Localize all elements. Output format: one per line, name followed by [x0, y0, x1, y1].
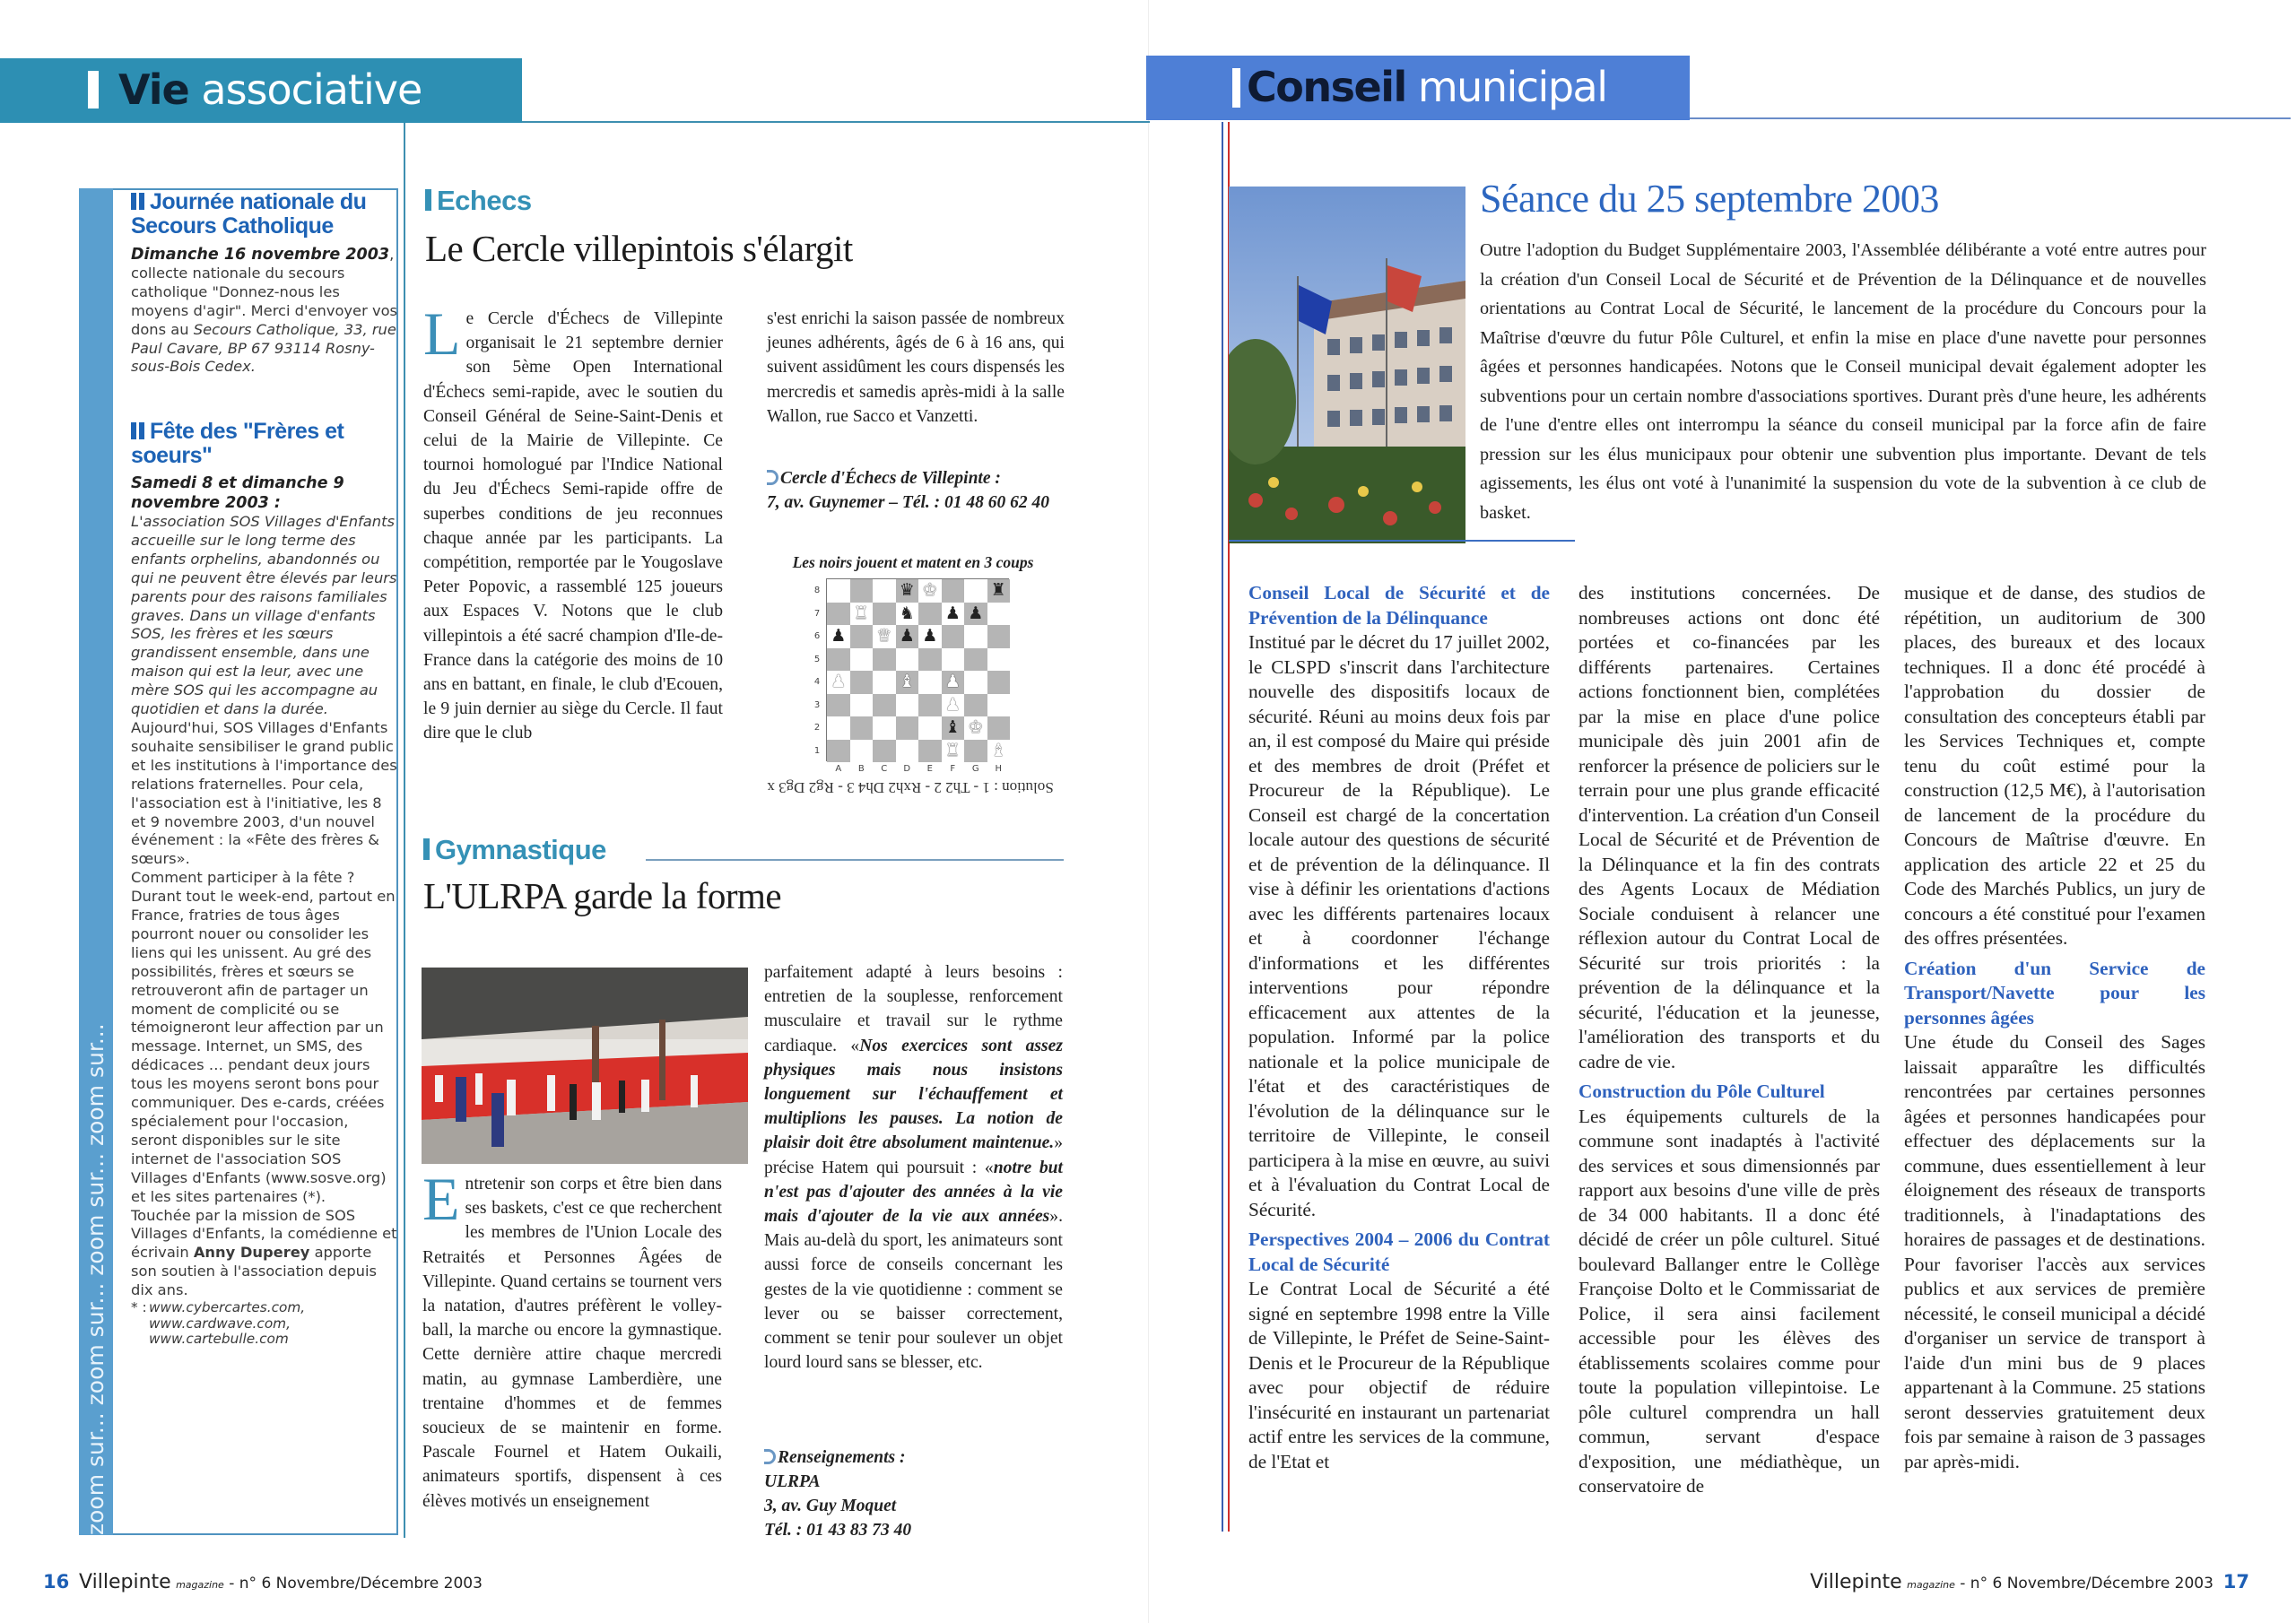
file-label: D: [903, 764, 911, 774]
chess-square-e4: [918, 671, 942, 694]
zoom-sur-strip: [79, 188, 113, 1535]
footnote-link[interactable]: www.cybercartes.com,: [149, 1299, 306, 1316]
file-label: B: [857, 764, 865, 774]
chess-square-c8: [873, 579, 896, 603]
section-title: [118, 64, 422, 116]
chess-piece-icon: ♟: [944, 694, 961, 715]
file-label: F: [950, 764, 956, 774]
chess-square-h7: [987, 603, 1011, 626]
kicker-echecs: Echecs: [425, 185, 532, 217]
chess-square-d2: [896, 716, 919, 740]
chess-square-b2: [850, 716, 874, 740]
rank-label: 3: [813, 699, 821, 710]
chess-piece-icon: ♝: [990, 740, 1006, 760]
article-column: Le Cercle d'Échecs de Villepinte organisait le 21 septembre dernier son 5ème Open International d'Échecs semi-rapide, avec le soutien du Conseil Général de Seine-Saint-Denis et celui de la Mairie de Villepinte. Ce tournoi homologué par l'Indice National du Jeu d'Échecs Semi-rapide offre de superbes conditions de jeu reconnues chaque année par les participants. La compétition, remportée par le Yougoslave Peter Popovic, a rassemblé 125 joueurs aux Espaces V. Notons que le club villepintois a été sacré champion d'Ile-de-France dans la catégorie des moins de 10 ans en battant, en finale, le club d'Ecouen, le 9 juin dernier au siège du Cercle. Il faut dire que le club: [423, 299, 723, 743]
title-marker: [131, 422, 136, 439]
right-column-3: [1904, 581, 2205, 1474]
title-marker: [139, 193, 144, 210]
chess-square-c1: [873, 740, 896, 763]
chess-piece-icon: ♝: [944, 717, 961, 737]
page-number: 17: [2222, 1571, 2249, 1593]
subhead: Construction du Pôle Culturel: [1578, 1081, 1825, 1102]
page-number: 16: [43, 1571, 70, 1593]
rank-label: 6: [813, 631, 821, 641]
section-title-bold: Conseil: [1247, 63, 1406, 111]
section-title-bold: Vie: [118, 65, 189, 114]
chess-square-b8: [850, 579, 874, 603]
rank-label: 8: [813, 586, 821, 595]
pull-quote: notre but n'est pas d'ajouter des années à la vie mais d'ajouter de la vie aux années: [764, 1158, 1063, 1227]
file-label: H: [995, 764, 1003, 774]
chess-square-b5: [850, 648, 874, 672]
section-title-light: associative: [201, 65, 422, 114]
sidebar-item-title: Journée nationale du Secours Catholique: [131, 189, 367, 239]
arrow-icon: [767, 470, 778, 485]
subhead: Perspectives 2004 – 2006 du Contrat Local de Sécurité: [1248, 1228, 1550, 1275]
pull-quote: Nos exercices sont assez physiques mais nous insistons longuement sur l'échauffement et multiplions les pauses. La notion de plaisir doit être absolument maintenue.: [764, 1036, 1063, 1153]
chess-board: [813, 578, 1009, 774]
chess-square-h5: [987, 648, 1011, 672]
chess-square-c2: [873, 716, 896, 740]
gym-photo: [422, 968, 748, 1164]
body-text: Aujourd'hui, SOS Villages d'Enfants souhaite sensibiliser le grand public et les institutions à l'importance des relations fraternelles. Pour cela, l'association est à l'initiative, les 8 et 9 novembre 2003, d'un nouvel événement : la «Fête des frères & sœurs».: [131, 718, 397, 868]
chess-piece-icon: ♟: [944, 672, 961, 691]
headline-gymnastique: L'ULRPA garde la forme: [423, 875, 782, 916]
footer-left: 16 Villepinte magazine - n° 6 Novembre/Décembre 2003: [43, 1571, 483, 1593]
footnote: * : www.cybercartes.com, www.cardwave.com, www.cartebulle.com: [131, 1299, 306, 1348]
page-fold: [1148, 0, 1149, 1623]
body-text: Touchée par la mission de SOS Villages d'Enfants, la comédienne et écrivain Anny Duperey apporte son soutien à l'association depuis dix ans.: [131, 1206, 397, 1299]
chess-square-c7: [873, 603, 896, 626]
chess-square-d1: [896, 740, 919, 763]
paragraph: Le Contrat Local de Sécurité a été signé en septembre 1998 entre la Ville de Villepinte, le Préfet de Seine-Saint-Denis et le Procureur de la République avec pour objectif de réduire l'insécurité en instaurant un partenariat actif entre les services de la commune, de l'Etat et: [1248, 1278, 1550, 1472]
issue-info: - n° 6 Novembre/Décembre 2003: [229, 1575, 483, 1593]
kicker-marker: [425, 189, 431, 211]
contact-block: Cercle d'Échecs de Villepinte : 7, av. Guynemer – Tél. : 01 48 60 62 40: [767, 466, 1072, 515]
chess-square-f8: [942, 579, 965, 603]
chess-piece-icon: ♛: [876, 626, 892, 646]
strip-label: zoom sur... zoom sur... zoom sur... zoom sur...: [83, 1023, 109, 1535]
chess-square-g5: [964, 648, 987, 672]
header-rule: [522, 121, 1150, 123]
person-name: Anny Duperey: [193, 1244, 310, 1262]
chess-piece-icon: ♜: [990, 580, 1006, 600]
file-label: A: [835, 764, 842, 774]
chess-piece-icon: ♟: [899, 626, 915, 646]
right-column-2: [1578, 581, 1880, 1499]
sidebar-item-body: Dimanche 16 novembre 2003, collecte nationale du secours catholique "Donnez-nous les moyens d'agir". Merci d'envoyer vos dons au Secours Catholique, 33, rue Paul Cavare, BP 67 93114 Rosny-sous-Bois Cedex.: [131, 246, 398, 376]
paragraph: Une étude du Conseil des Sages laissait apparaître les difficultés rencontrées par certaines personnes âgées et personnes handicapées pour effectuer des déplacements sur la commune, dues essentiellement à leur éloignement des réseaux de transports traditionnels, à l'inadaptations des horaires de passages et de destinations. Pour favoriser l'accès aux services publics et aux services de première nécessité, le conseil municipal a décidé d'organiser un service de transport à l'aide d'un mini bus de 9 places appartenant à la Commune. 25 stations seront desservies gratuitement deux fois par semaine à raison de 3 passages par après-midi.: [1904, 1031, 2205, 1472]
column-divider-blue: [1222, 122, 1223, 1532]
contact-address: 7, av. Guynemer – Tél. : 01 48 60 62 40: [767, 493, 1050, 512]
subhead: Création d'un Service de Transport/Navette pour les personnes âgées: [1904, 957, 2205, 1028]
magazine-name: Villepinte: [79, 1571, 171, 1593]
chess-square-c4: [873, 671, 896, 694]
file-label: C: [881, 764, 888, 774]
intro-text: L'association SOS Villages d'Enfants accueille sur le long terme des enfants orphelins, abandonnés ou qui ne peuvent être élevés par leurs parents pour des raisons familiales graves. Dans un village d'enfants SOS, les frères et les sœurs grandissent ensemble, dans une maison qui est la leur, avec une mère SOS qui les accompagne au quotidien et dans la durée.: [131, 513, 397, 718]
chess-square-a2: [827, 716, 850, 740]
paragraph: Institué par le décret du 17 juillet 2002, le CLSPD s'inscrit dans l'architecture nouvelle des dispositifs locaux de sécurité. Réuni au moins deux fois par an, il est composé du Maire qui préside et des membres de droit (Préfet et Procureur de la République). Le Conseil est chargé de la concertation locale autour des questions de sécurité et de prévention de la délinquance. Il vise à définir les orientations d'actions avec les différents partenaires locaux et à coordonner l'échange d'informations et les différentes interventions pour répondre efficacement aux attentes de la population. Informé par la police nationale et la police municipale de l'état et des caractéristiques de l'évolution de la délinquance sur le territoire de Villepinte, le conseil participera à la mise en œuvre, au suivi et à l'évaluation du Contrat Local de Sécurité.: [1248, 631, 1550, 1220]
chess-square-b1: [850, 740, 874, 763]
session-title: Séance du 25 septembre 2003: [1480, 177, 1939, 221]
title-marker: [131, 193, 136, 210]
chess-solution: Solution : 1 - Th2 2 - Rxh2 Dh4 3 - Rg2 Dg3 x: [767, 779, 1054, 796]
chess-square-c5: [873, 648, 896, 672]
chess-square-g3: [964, 694, 987, 717]
chess-caption: Les noirs jouent et matent en 3 coups: [792, 553, 1034, 571]
chess-piece-icon: ♜: [944, 740, 961, 760]
event-date: Dimanche 16 novembre 2003: [131, 246, 390, 264]
chess-piece-icon: ♚: [968, 717, 984, 737]
chess-square-e3: [918, 694, 942, 717]
arrow-icon: [764, 1449, 776, 1464]
body-text: Comment participer à la fête ? Durant tout le week-end, partout en France, fratries de tous âges pourront nouer ou consolider les liens qui les unissent. Au gré des possibilités, frères et sœurs se retrouveront afin de partager un moment de complicité ou se témoigneront leur affection par un message. Internet, un SMS, des dédicaces … pendant deux jours tous les moyens seront bons pour communiquer. Des e-cards, créées spécialement pour l'occasion, seront disponibles sur le site internet de l'association SOS Villages d'Enfants (www.sosve.org) et les sites partenaires (*).: [131, 869, 396, 1205]
chess-square-g1: [964, 740, 987, 763]
chess-square-g4: [964, 671, 987, 694]
contact-line: ULRPA: [764, 1472, 821, 1491]
article-column: Entretenir son corps et être bien dans ses baskets, c'est ce que recherchent les membres de l'Union Locale des Retraités et Personnes Âgées de Villepinte. Quand certains se tournent vers la natation, d'autres préfèrent le volley-ball, la marche ou encore la gymnastique. Cette dernière attire chaque mercredi matin, au gymnase Lamberdière, une trentaine d'hommes et de femmes soucieux de se maintenir en forme. Pascale Fournel et Hatem Oukaili, animateurs sportifs, dispensent à ces élèves motivés un enseignement: [422, 1165, 722, 1511]
kicker-marker: [423, 838, 430, 860]
rank-label: 1: [813, 745, 821, 756]
event-date: Samedi 8 et dimanche 9 novembre 2003 :: [131, 474, 344, 512]
chess-square-d5: [896, 648, 919, 672]
address: Secours Catholique, 33, rue Paul Cavare, BP 67 93114 Rosny-sous-Bois Cedex.: [131, 320, 396, 376]
chess-square-d3: [896, 694, 919, 717]
chess-square-h2: [987, 716, 1011, 740]
headline-echecs: Le Cercle villepintois s'élargit: [425, 228, 853, 269]
column-divider: [404, 123, 405, 1538]
drop-cap: L: [423, 299, 461, 368]
contact-block: Renseignements : ULRPA 3, av. Guy Moquet Tél. : 01 43 83 73 40: [764, 1445, 1060, 1542]
paragraph: musique et de danse, des studios de répétition, un auditorium de 300 places, des bureaux et des locaux techniques. Il a donc été procédé à l'approbation du dossier de consultation des concepteurs établi par les Services Techniques et, compte tenu du coût estimé pour la construction (12,5 M€), à l'autorisation de lancement de la procédure du Concours de Maîtrise d'œuvre. En application des article 22 et 25 du Code des Marchés Publics, un jury de concours a été constitué pour l'examen des offres présentées.: [1904, 582, 2205, 949]
sidebar-item-title: Fête des "Frères et soeurs": [131, 419, 344, 468]
chess-square-e1: [918, 740, 942, 763]
header-rule: [1690, 117, 2291, 119]
issue-info: - n° 6 Novembre/Décembre 2003: [1960, 1575, 2213, 1593]
contact-line: Tél. : 01 43 83 73 40: [764, 1521, 912, 1540]
footnote-link[interactable]: www.cardwave.com,: [149, 1315, 291, 1332]
article-column: parfaitement adapté à leurs besoins : entretien de la souplesse, renforcement musculaire et travail sur le rythme cardiaque. «Nos exercices sont assez physiques mais nous insistons longuement sur l'échauffement et multiplions les pauses. La notion de plaisir doit être absolument maintenue.» précise Hatem qui poursuit : «notre but n'est pas d'ajouter des années à la vie mais d'ajouter de la vie aux années». Mais au-delà du sport, les animateurs sont aussi force de conseils concernant les gestes de la vie quotidienne : comment se lever ou se baisser correctement, comment se tenir pour soulever un objet lourd lourd sans se blesser, etc.: [764, 963, 1063, 1373]
kicker-rule: [646, 859, 1064, 861]
chess-piece-icon: ♜: [853, 603, 869, 623]
chess-square-e2: [918, 716, 942, 740]
chess-square-f5: [942, 648, 965, 672]
chess-square-e5: [918, 648, 942, 672]
chess-square-e7: [918, 603, 942, 626]
chess-piece-icon: ♟: [922, 626, 938, 646]
chess-square-g6: [964, 625, 987, 648]
rank-label: 4: [813, 677, 821, 687]
town-hall-image: [1229, 187, 1465, 543]
kicker-gymnastique: Gymnastique: [423, 834, 606, 866]
chess-square-c3: [873, 694, 896, 717]
chess-square-h3: [987, 694, 1011, 717]
chess-square-a5: [827, 648, 850, 672]
title-marker: [139, 422, 144, 439]
section-title-light: municipal: [1417, 63, 1607, 111]
footnote-link[interactable]: www.cartebulle.com: [149, 1331, 289, 1348]
sidebar-item-secours: [131, 190, 398, 377]
file-label: G: [971, 764, 979, 774]
drop-cap: E: [422, 1165, 460, 1233]
section-header-vie-associative: [0, 58, 522, 123]
intro-rule: [1229, 540, 1575, 542]
paragraph: des institutions concernées. De nombreuses actions ont donc été portées et co-financées par les différents partenaires. Certaines actions fonctionnent bien, complétées par la mise en place d'une police municipale dès juin 2001 afin de renforcer la présence de policiers sur le terrain pour une plus grande efficacité d'intervention. La création d'un Conseil Local de Sécurité et de Prévention de la Délinquance et la fin des contrats des Agents Locaux de Médiation Sociale conduisent à relancer une réflexion autour du Contrat Local de Sécurité sur trois priorités : la prévention de la délinquance et la sécurité, l'éducation et la jeunesse, l'amélioration des transports et du cadre de vie.: [1578, 582, 1880, 1072]
chess-piece-icon: ♝: [899, 672, 915, 691]
chess-piece-icon: ♟: [831, 626, 847, 646]
footer-right: Villepinte magazine - n° 6 Novembre/Décembre 2003 17: [1810, 1571, 2249, 1593]
chess-square-b3: [850, 694, 874, 717]
paragraph: Les équipements culturels de la commune sont inadaptés à l'activité des services et sous dimensionnés par rapport aux besoins d'une ville de près de 34 000 habitants. Il a donc été décidé de créer un pôle culturel. Situé boulevard Ballanger entre le Collège Françoise Dolto et le Commissariat de Police, il sera ainsi facilement accessible pour les élèves des établissements scolaires comme pour toute la population villepintoise. Le pôle culturel comprendra un hall commun, servant d'espace d'exposition, une médiathèque, un conservatoire de: [1578, 1105, 1880, 1497]
chess-square-b4: [850, 671, 874, 694]
rank-label: 5: [813, 654, 821, 664]
chess-square-a1: [827, 740, 850, 763]
header-marker: [88, 71, 99, 108]
file-label: E: [926, 764, 933, 774]
chess-square-h6: [987, 625, 1011, 648]
chess-square-a8: [827, 579, 850, 603]
chess-square-h4: [987, 671, 1011, 694]
chess-piece-icon: ♟: [968, 603, 984, 623]
article-column: s'est enrichi la saison passée de nombreux jeunes adhérents, âgés de 6 à 16 ans, qui suivent assidûment les cours dispensés les mercredis et samedis après-midi à la salle Wallon, rue Sacco et Vanzetti.: [767, 309, 1065, 426]
section-header-conseil-municipal: [1146, 56, 1690, 120]
chess-square-a3: [827, 694, 850, 717]
contact-line: 3, av. Guy Moquet: [764, 1497, 897, 1515]
chess-square-g8: [964, 579, 987, 603]
section-title: [1247, 61, 1607, 113]
chess-square-b6: [850, 625, 874, 648]
town-hall-photo: [1229, 187, 1465, 543]
chess-piece-icon: ♞: [899, 603, 915, 623]
chess-piece-icon: ♛: [899, 580, 915, 600]
sidebar-item-fete: [131, 420, 398, 1348]
right-column-1: [1248, 581, 1550, 1474]
subhead: Conseil Local de Sécurité et de Prévention de la Délinquance: [1248, 582, 1550, 629]
gym-hall-image: [422, 968, 748, 1164]
chess-square-a7: [827, 603, 850, 626]
chess-square-f6: [942, 625, 965, 648]
session-intro: Outre l'adoption du Budget Supplémentaire 2003, l'Assemblée délibérante a voté entre autres pour la création d'un Conseil Local de Sécurité et de Prévention de la Délinquance et de nouvelles orientations au Contrat Local de Sécurité, le lancement de la procédure du Concours pour la Maîtrise d'œuvre du futur Pôle Culturel, et enfin la mise en place d'une navette pour personnes âgées et personnes handicapées. Notons que le Conseil municipal devait également adopter les subventions pour un certain nombre d'associations sportives. Durant près d'une heure, les adhérents de l'une d'entre elles ont interrompu la séance du conseil municipal par la force afin de faire pression sur les élus municipaux pour obtenir une subvention plus importante. Devant de tels agissements, les élus ont voté à l'unanimité la suspension du vote de la subvention à ce club de basket.: [1480, 240, 2206, 523]
rank-label: 2: [813, 723, 821, 733]
magazine-name: Villepinte: [1810, 1571, 1902, 1593]
rank-label: 7: [813, 608, 821, 619]
chess-piece-icon: ♟: [831, 672, 847, 691]
header-marker: [1232, 68, 1240, 108]
chess-piece-icon: ♚: [922, 580, 938, 600]
chess-piece-icon: ♟: [944, 603, 961, 623]
